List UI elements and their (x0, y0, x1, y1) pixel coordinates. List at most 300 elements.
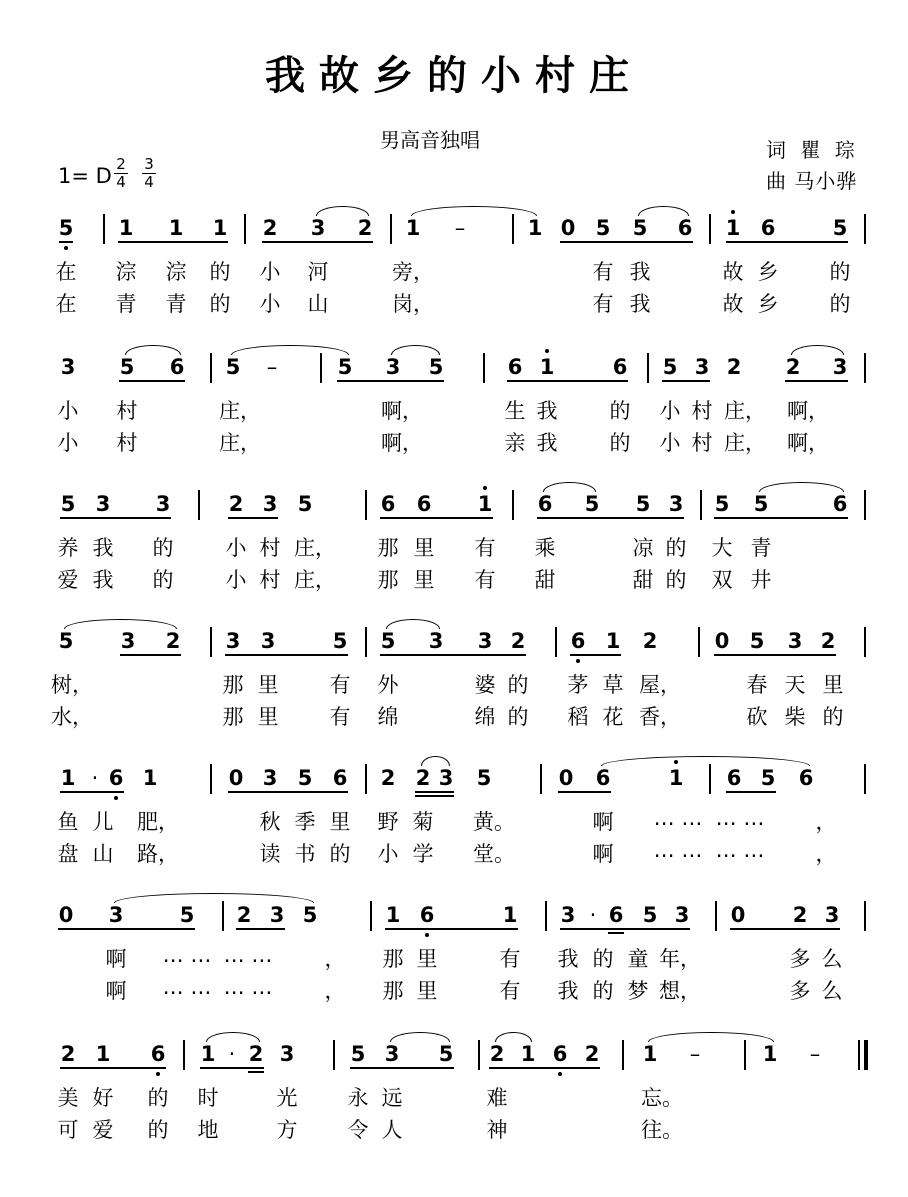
lyric-syllable: 有 (499, 979, 521, 1003)
slur-arc (231, 345, 349, 355)
note: 6 (416, 492, 432, 516)
beam-line (58, 928, 195, 930)
lyric-syllable: … … (223, 943, 273, 967)
note: 3 (225, 629, 241, 653)
note: 0 (714, 629, 730, 653)
beam-line (726, 241, 848, 243)
lyric-syllable: 小 (659, 399, 681, 423)
lyric-syllable: 故 (722, 292, 744, 316)
lyric-syllable: 的 (665, 536, 687, 560)
lyric-syllable: 绵 (377, 705, 399, 729)
note: 5 (297, 766, 313, 790)
lyric-syllable: 里 (413, 568, 435, 592)
beam-line (337, 380, 444, 382)
bar-line (555, 627, 557, 657)
note: 1 (60, 766, 76, 790)
lyric-syllable: 啊， (787, 399, 829, 423)
bar-line (370, 901, 372, 931)
lyric-syllable: 井 (750, 568, 772, 592)
lyric-syllable: 么 (821, 979, 843, 1003)
lyric-syllable: 多 (789, 979, 811, 1003)
lyric-syllable: 那 (222, 705, 244, 729)
time-signature-2-4 (114, 157, 128, 190)
note: 3 (477, 629, 493, 653)
beam-line (730, 928, 840, 930)
note: 2 (236, 903, 252, 927)
note: 2 (820, 629, 836, 653)
lyric-syllable: 村 (116, 431, 138, 455)
time-sig-numerator: 3 (144, 155, 154, 173)
lyric-syllable: 有 (499, 947, 521, 971)
lyric-syllable: 淙 (115, 260, 137, 284)
beam-line (228, 791, 348, 793)
time-signature-3-4 (142, 157, 156, 190)
beam-line (380, 517, 493, 519)
note: 6 (677, 216, 693, 240)
note: 1 (95, 1042, 111, 1066)
final-bar-thick (864, 1040, 868, 1070)
bar-line (183, 1040, 185, 1070)
note: 5 (595, 216, 611, 240)
note: 2 (228, 492, 244, 516)
lyric-syllable: 有 (592, 292, 614, 316)
lyric-syllable: 村 (259, 568, 281, 592)
lyric-syllable: 里 (257, 673, 279, 697)
note: 2 (262, 216, 278, 240)
note: 1 (725, 216, 741, 240)
bar-line (365, 764, 367, 794)
lyric-syllable: 地 (197, 1118, 219, 1142)
note: 6 (419, 903, 435, 927)
note: 3 (260, 629, 276, 653)
note: 3 (560, 903, 576, 927)
note: 3 (385, 355, 401, 379)
lyric-syllable: 山 (92, 842, 114, 866)
lyric-syllable: 那 (382, 979, 404, 1003)
note: 1 (642, 1042, 658, 1066)
slur-arc (421, 756, 450, 766)
lyric-syllable: 屋， (639, 673, 681, 697)
note: 2 (584, 1042, 600, 1066)
note: 5 (438, 1042, 454, 1066)
beam-line (262, 241, 373, 243)
bar-line (864, 214, 866, 244)
note: 5 (753, 492, 769, 516)
lyric-syllable: 河 (307, 260, 329, 284)
beam-line-double (415, 795, 454, 797)
lyric-syllable: 年， (659, 947, 701, 971)
note: 3 (668, 492, 684, 516)
note: 3 (95, 492, 111, 516)
lyric-syllable: 多 (789, 947, 811, 971)
slur-arc (316, 206, 369, 216)
lyric-syllable: … … (653, 838, 703, 862)
note: 6 (332, 766, 348, 790)
note: 3 (155, 492, 171, 516)
octave-down-dot (64, 246, 68, 250)
note: 6 (612, 355, 628, 379)
note: 5 (832, 216, 848, 240)
lyric-syllable: 婆 (474, 673, 496, 697)
lyric-syllable: 光 (276, 1086, 298, 1110)
lyric-syllable: 爱 (92, 1118, 114, 1142)
slur-arc (648, 1032, 774, 1042)
beam-line (200, 1067, 264, 1069)
octave-down-dot (576, 659, 580, 663)
time-sig-numerator: 2 (116, 155, 126, 173)
lyric-syllable: 水， (51, 705, 93, 729)
lyric-syllable: 外 (377, 673, 399, 697)
note: 1 (520, 1042, 536, 1066)
lyric-syllable: 我 (92, 568, 114, 592)
lyric-syllable: 青 (750, 536, 772, 560)
octave-up-dot (483, 486, 487, 490)
augmentation-dot: · (228, 1042, 236, 1066)
slur-arc (64, 619, 177, 629)
lyric-syllable: 的 (592, 979, 614, 1003)
bar-line (864, 627, 866, 657)
lyric-syllable: 那 (222, 673, 244, 697)
lyric-syllable: 时 (197, 1086, 219, 1110)
lyric-syllable: 有 (329, 673, 351, 697)
lyric-syllable: 的 (152, 568, 174, 592)
lyric-syllable: 春 (746, 673, 768, 697)
lyric-syllable: 梦 (627, 979, 649, 1003)
key-signature: 1= D (58, 164, 112, 188)
lyric-syllable: 青 (115, 292, 137, 316)
beam-line (714, 517, 848, 519)
lyric-syllable: 我 (629, 260, 651, 284)
slur-arc (638, 206, 689, 216)
time-sig-denominator: 4 (116, 173, 126, 191)
lyric-syllable: 甜 (632, 568, 654, 592)
note: 1 (668, 766, 684, 790)
lyric-syllable: 的 (665, 568, 687, 592)
beam-line-double (608, 932, 624, 934)
lyric-syllable: ， (324, 979, 346, 1003)
bar-line (744, 1040, 746, 1070)
note: 6 (608, 903, 624, 927)
bar-line (210, 764, 212, 794)
note: 0 (58, 903, 74, 927)
note: 1 (385, 903, 401, 927)
lyric-syllable: 庄， (724, 399, 766, 423)
bar-line (622, 1040, 624, 1070)
lyric-syllable: 难 (486, 1086, 508, 1110)
bar-line (545, 901, 547, 931)
beam-line (228, 517, 278, 519)
lyric-syllable: 永 (347, 1086, 369, 1110)
lyric-syllable: 啊 (592, 842, 614, 866)
note: 5 (60, 492, 76, 516)
lyric-syllable: 想， (659, 979, 701, 1003)
note: 1 (405, 216, 421, 240)
note: 5 (332, 629, 348, 653)
lyric-syllable: 的 (147, 1118, 169, 1142)
beam-line (59, 241, 73, 243)
lyric-syllable: 读 (259, 842, 281, 866)
lyric-syllable: 淙 (165, 260, 187, 284)
beam-line (785, 380, 848, 382)
lyric-syllable: 可 (57, 1118, 79, 1142)
note: 5 (350, 1042, 366, 1066)
lyric-syllable: 凉 (632, 536, 654, 560)
note: 1 (539, 355, 555, 379)
beam-line (60, 517, 171, 519)
lyric-syllable: 故 (722, 260, 744, 284)
lyric-syllable: 那 (382, 947, 404, 971)
note: 1 (477, 492, 493, 516)
note: 6 (380, 492, 396, 516)
octave-up-dot (731, 210, 735, 214)
bar-line (210, 353, 212, 383)
lyric-syllable: 乡 (757, 260, 779, 284)
lyric-syllable: 庄， (724, 431, 766, 455)
note: 1 (605, 629, 621, 653)
note: 3 (384, 1042, 400, 1066)
lyric-syllable: 小 (57, 399, 79, 423)
lyric-syllable: 肥， (137, 810, 179, 834)
note: 3 (262, 492, 278, 516)
note: 6 (552, 1042, 568, 1066)
note: 6 (150, 1042, 166, 1066)
bar-line (512, 214, 514, 244)
note: 5 (380, 629, 396, 653)
note: 6 (832, 492, 848, 516)
note: 3 (310, 216, 326, 240)
note: 5 (225, 355, 241, 379)
performance-note: 男高音独唱 (380, 128, 480, 152)
note: 6 (570, 629, 586, 653)
slur-arc (791, 345, 844, 355)
octave-down-dot (114, 796, 118, 800)
lyric-syllable: 那 (377, 536, 399, 560)
lyric-syllable: 季 (294, 810, 316, 834)
note: 2 (248, 1042, 264, 1066)
lyric-syllable: 路， (137, 842, 179, 866)
beam-line (120, 654, 181, 656)
note: 2 (726, 355, 742, 379)
lyric-syllable: 令 (347, 1118, 369, 1142)
note: 2 (642, 629, 658, 653)
lyric-syllable: 村 (691, 431, 713, 455)
note: 1 (200, 1042, 216, 1066)
note: 2 (357, 216, 373, 240)
lyric-syllable: 青 (165, 292, 187, 316)
lyric-syllable: … … (653, 806, 703, 830)
lyric-syllable: 人 (381, 1118, 403, 1142)
lyric-syllable: … … (162, 975, 212, 999)
lyric-syllable: 岗， (392, 292, 434, 316)
lyric-syllable: 里 (416, 979, 438, 1003)
bar-line (540, 764, 542, 794)
note: 3 (120, 629, 136, 653)
lyric-syllable: 花 (602, 705, 624, 729)
note: 5 (635, 492, 651, 516)
lyric-syllable: 旁， (392, 260, 434, 284)
lyric-syllable: 的 (209, 260, 231, 284)
lyric-syllable: 我 (536, 431, 558, 455)
beam-line (662, 380, 710, 382)
note: 2 (792, 903, 808, 927)
lyric-syllable: 我 (629, 292, 651, 316)
note: 5 (302, 903, 318, 927)
beam-line (714, 654, 836, 656)
beam-line (60, 791, 124, 793)
lyric-syllable: 养 (57, 536, 79, 560)
note: 5 (297, 492, 313, 516)
slur-arc (543, 482, 596, 492)
lyric-syllable: 小 (225, 568, 247, 592)
lyric-syllable: 绵 (474, 705, 496, 729)
note: 5 (179, 903, 195, 927)
bar-line (320, 353, 322, 383)
note: 1 (527, 216, 543, 240)
note: 5 (749, 629, 765, 653)
lyric-syllable: ， (324, 947, 346, 971)
note: 5 (662, 355, 678, 379)
lyric-syllable: 书 (294, 842, 316, 866)
note: 5 (476, 766, 492, 790)
beam-line-double (248, 1071, 264, 1073)
beam-line (380, 654, 526, 656)
lyric-syllable: 么 (821, 947, 843, 971)
note: 1 (118, 216, 134, 240)
lyric-syllable: 村 (116, 399, 138, 423)
lyric-syllable: 庄， (294, 568, 336, 592)
lyric-syllable: 小 (259, 292, 281, 316)
lyric-syllable: 野 (377, 810, 399, 834)
bar-line (478, 1040, 480, 1070)
lyric-syllable: 香， (639, 705, 681, 729)
lyricist-credit: 词 瞿 琮 (766, 138, 859, 162)
lyric-syllable: 秋 (259, 810, 281, 834)
beam-line (726, 791, 776, 793)
lyric-syllable: 堂。 (473, 842, 515, 866)
lyric-syllable: 的 (829, 260, 851, 284)
note: 1 (168, 216, 184, 240)
lyric-syllable: 的 (147, 1086, 169, 1110)
note: 3 (108, 903, 124, 927)
lyric-syllable: 远 (381, 1086, 403, 1110)
lyric-syllable: 小 (259, 260, 281, 284)
note: 3 (787, 629, 803, 653)
note: 5 (337, 355, 353, 379)
bar-line (864, 764, 866, 794)
note: 6 (798, 766, 814, 790)
lyric-syllable: 山 (307, 292, 329, 316)
slur-arc (114, 893, 314, 903)
lyric-syllable: 的 (829, 292, 851, 316)
lyric-syllable: 啊， (381, 399, 423, 423)
lyric-syllable: 小 (377, 842, 399, 866)
lyric-syllable: 有 (592, 260, 614, 284)
bar-line (210, 627, 212, 657)
lyric-syllable: 学 (412, 842, 434, 866)
note: 6 (537, 492, 553, 516)
note: 5 (58, 629, 74, 653)
note: 5 (584, 492, 600, 516)
lyric-syllable: 庄， (219, 431, 261, 455)
beam-line (118, 241, 228, 243)
bar-line (103, 214, 105, 244)
octave-down-dot (156, 1072, 160, 1076)
hold-dash: – (454, 216, 466, 240)
note: 6 (760, 216, 776, 240)
slur-arc (601, 756, 810, 766)
note: 3 (262, 766, 278, 790)
lyric-syllable: 的 (152, 536, 174, 560)
note: 5 (632, 216, 648, 240)
beam-line (558, 791, 611, 793)
note: 5 (119, 355, 135, 379)
lyric-syllable: 黄。 (473, 810, 515, 834)
lyric-syllable: ， (815, 810, 837, 834)
slur-arc (390, 1032, 450, 1042)
lyric-syllable: 的 (609, 431, 631, 455)
lyric-syllable: 天 (784, 673, 806, 697)
bar-line (483, 353, 485, 383)
note: 3 (694, 355, 710, 379)
lyric-syllable: 里 (413, 536, 435, 560)
lyric-syllable: 的 (609, 399, 631, 423)
lyric-syllable: 的 (822, 705, 844, 729)
beam-line (489, 1067, 600, 1069)
lyric-syllable: 啊 (105, 947, 127, 971)
hold-dash: – (809, 1042, 821, 1066)
lyric-syllable: 鱼 (57, 810, 79, 834)
lyric-syllable: 茅 (567, 673, 589, 697)
slur-arc (759, 482, 844, 492)
bar-line (709, 764, 711, 794)
lyric-syllable: 在 (55, 292, 77, 316)
lyric-syllable: 童 (627, 947, 649, 971)
note: 3 (269, 903, 285, 927)
lyric-syllable: 庄， (219, 399, 261, 423)
lyric-syllable: 柴 (784, 705, 806, 729)
augmentation-dot: · (589, 903, 597, 927)
beam-line (385, 928, 518, 930)
lyric-syllable: 啊 (105, 979, 127, 1003)
lyric-syllable: 美 (57, 1086, 79, 1110)
bar-line (365, 490, 367, 520)
note: 3 (824, 903, 840, 927)
beam-line (570, 654, 621, 656)
note: 5 (714, 492, 730, 516)
note: 0 (560, 216, 576, 240)
beam-line (236, 928, 285, 930)
time-sig-denominator: 4 (144, 173, 154, 191)
note: 3 (279, 1042, 295, 1066)
note: 3 (428, 629, 444, 653)
lyric-syllable: 我 (557, 947, 579, 971)
lyric-syllable: 里 (329, 810, 351, 834)
note: 5 (642, 903, 658, 927)
octave-down-dot (558, 1072, 562, 1076)
beam-line (350, 1067, 454, 1069)
lyric-syllable: 的 (507, 673, 529, 697)
lyric-syllable: 的 (329, 842, 351, 866)
beam-line (560, 928, 690, 930)
lyric-syllable: 村 (691, 399, 713, 423)
lyric-syllable: 生 (504, 399, 526, 423)
lyric-syllable: 的 (507, 705, 529, 729)
note: 1 (762, 1042, 778, 1066)
bar-line (647, 353, 649, 383)
beam-line (537, 517, 684, 519)
bar-line (709, 214, 711, 244)
bar-line (390, 214, 392, 244)
